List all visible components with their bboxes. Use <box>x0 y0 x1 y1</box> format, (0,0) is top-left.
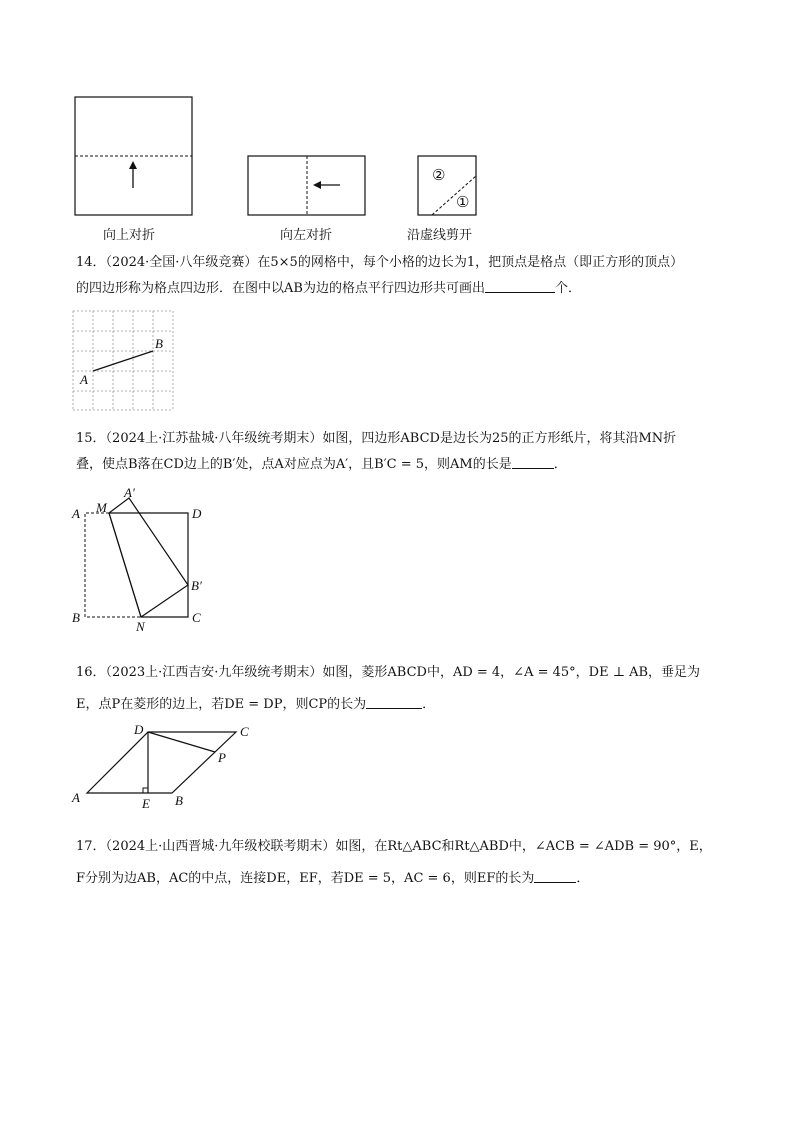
q17-line1: 17．（2024上·山西晋城·九年级校联考期末）如图，在Rt△ABC和Rt△ABD中，∠ACB = ∠ADB = 90°，E， <box>76 839 712 854</box>
q16-label-E: E <box>142 796 150 811</box>
q15-line1: 15．（2024上·江苏盐城·八年级统考期末）如图，四边形ABCD是边长为25的正方形纸片，将其沿MN折 <box>76 431 677 446</box>
q15-label-A: A <box>72 506 80 521</box>
q17-line2-end: ． <box>576 871 590 886</box>
q16-label-A: A <box>72 790 80 805</box>
q16-segment-DP <box>148 732 215 752</box>
q15-line2-text: 叠，使点B落在CD边上的B′处，点A对应点为A′，且B′C = 5，则AM的长是 <box>76 457 512 472</box>
q15-line2-end: ． <box>553 457 567 472</box>
q15-label-M: M <box>96 500 107 515</box>
q17-line2 <box>76 866 589 892</box>
q16-right-angle-mark <box>143 788 148 793</box>
q14-line2-text: 的四边形称为格点四边形．在图中以AB为边的格点平行四边形共可画出 <box>76 281 485 296</box>
q15-label-C: C <box>192 610 201 625</box>
circle-label-1: ① <box>456 193 470 211</box>
q16-label-D: D <box>134 722 144 737</box>
q16-line1: 16．（2023上·江西吉安·九年级统考期末）如图，菱形ABCD中，AD = 4，∠A = 45°，DE ⊥ AB，垂足为 <box>76 665 701 680</box>
q15-label-N: N <box>136 619 145 634</box>
q14-line2-end: 个． <box>554 281 581 296</box>
q14-label-B: B <box>155 336 163 351</box>
q15-label-B1: B′ <box>191 578 202 593</box>
q15-label-A1: A′ <box>124 485 135 500</box>
q15-label-B: B <box>72 610 80 625</box>
caption-fold-left: 向左对折 <box>280 228 333 243</box>
q17-line2-text: F分别为边AB，AC的中点，连接DE，EF，若DE = 5，AC = 6，则EF的长为 <box>76 871 535 886</box>
q14-line1: 14．（2024·全国·八年级竞赛）在5×5的网格中，每个小格的边长为1，把顶点是格点（即正方形的顶点） <box>76 255 684 270</box>
q14-label-A: A <box>80 372 88 387</box>
caption-cut: 沿虚线剪开 <box>407 228 473 243</box>
q16-label-B: B <box>175 793 183 808</box>
q17-answer-blank[interactable] <box>534 868 576 883</box>
q16-rhombus-ABCD <box>87 732 236 793</box>
q16-label-C: C <box>240 724 249 739</box>
q15-label-D: D <box>192 506 202 521</box>
q16-line2-end: ． <box>422 697 436 712</box>
circle-label-2: ② <box>432 166 446 184</box>
q16-line2-text: E，点P在菱形的边上，若DE = DP，则CP的长为 <box>76 697 367 712</box>
q16-label-P: P <box>218 750 226 765</box>
caption-fold-up: 向上对折 <box>103 228 156 243</box>
